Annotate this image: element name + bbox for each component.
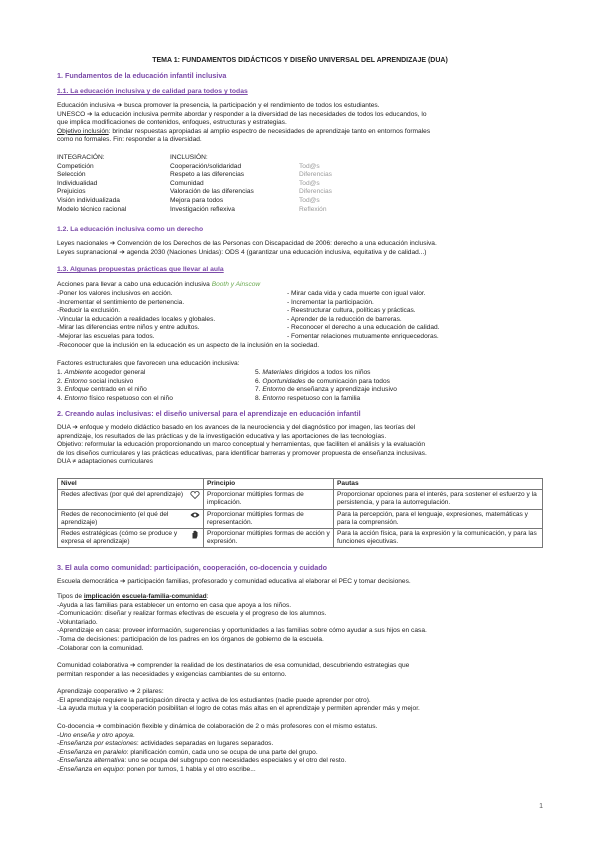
definition: : actividades separadas en lugares separados. <box>136 740 274 748</box>
page-title: TEMA 1: FUNDAMENTOS DIDÁCTICOS Y DISEÑO UNIVERSAL DEL APRENDIZAJE (DUA) <box>152 57 448 64</box>
paragraph-text: Tipos de <box>57 593 84 600</box>
paragraph: DUA ≠ adaptaciones curriculares <box>57 458 153 466</box>
section-2-body <box>57 424 543 467</box>
list-item: Diferencias <box>299 188 332 196</box>
section-1-heading: 1. Fundamentos de la educación infantil inclusiva <box>57 71 227 80</box>
laws-block <box>57 240 543 257</box>
paragraph: aprendizaje, los resultados de las prácticas y de la investigación educativa y las aportaciones de las tecnologías. <box>57 432 387 440</box>
list-item: Diferencias <box>299 171 332 179</box>
list-item: Investigación reflexiva <box>170 205 235 213</box>
section-2-heading: 2. Creando aulas inclusivas: el diseño universal para el aprendizaje en educación infantil <box>57 409 361 418</box>
list-item: - Mirar cada vida y cada muerte con igual valor. <box>287 290 426 297</box>
table-header-cell: Pautas <box>334 479 543 490</box>
paragraph: Leyes nacionales ➔ Convención de los Derechos de las Personas con Discapacidad de 2006: derecho a una educación inclusiva. <box>57 240 437 247</box>
involvement-types <box>57 593 543 653</box>
list-item: 6. Oportunidades de comunicación para todos <box>255 377 390 385</box>
list-item: -Toma de decisiones: participación de los padres en los órganos de gobierno de la escuela. <box>57 635 324 643</box>
list-item: -Comunicación: diseñar y realizar formas efectivas de escuela y el progreso de los alumnos. <box>57 610 327 618</box>
co-teaching <box>57 723 543 775</box>
involvement-label: implicación escuela-familia-comunidad <box>83 593 207 600</box>
dua-table <box>57 478 543 548</box>
list-item: -Ayuda a las familias para establecer un entorno en casa que apoya a los niños. <box>57 601 292 609</box>
definition: : ponen por turnos, 1 habla y el otro escribe... <box>123 765 256 773</box>
list-item: Cooperación/solidaridad <box>170 162 242 170</box>
paragraph <box>57 593 543 602</box>
list-item: -Voluntariado. <box>57 618 98 626</box>
table-header-cell: Principio <box>204 479 334 490</box>
list-item: Competición <box>57 162 94 170</box>
list-item: 3. Enfoque centrado en el niño <box>57 386 147 394</box>
table-cell: Proporcionar múltiples formas de acción y expresión. <box>204 529 334 548</box>
summary-column <box>299 163 332 215</box>
hand-icon <box>190 530 200 538</box>
cell-text: Redes afectivas (por qué del aprendizaje) <box>61 491 184 499</box>
factors-list <box>57 369 543 405</box>
list-item: - Aprender de la reducción de barreras. <box>287 315 402 323</box>
list-item: Tod@s <box>299 179 320 187</box>
list-item: Selección <box>57 171 86 179</box>
page-number: 1 <box>539 803 543 810</box>
paragraph: UNESCO ➔ la educación inclusiva permite abordar y responder a la diversidad de las necesidades de todos los educandos, lo <box>57 110 427 118</box>
list-item: 2. Entorno social inclusivo <box>57 377 134 385</box>
inclusion-column <box>170 154 254 214</box>
paragraph: Comunidad colaborativa ➔ comprender la realidad de los destinatarios de esa comunidad, descubriendo estrategias que <box>57 662 410 669</box>
list-item: - Reestructurar cultura, políticas y prácticas. <box>287 307 416 315</box>
cell-text: Redes de reconocimiento (el qué del aprendizaje) <box>61 510 169 526</box>
table-cell: Para la acción física, para la expresión y la comunicación, y para las funciones ejecutivas. <box>334 529 543 548</box>
paragraph: DUA ➔ enfoque y modelo didáctico basado en los avances de la neurociencia y del diagnóstico por imagen, las teorías del <box>57 424 416 431</box>
list-item: Visión individualizada <box>57 196 120 204</box>
term: Enseñanza en paralelo <box>59 748 127 756</box>
list-item: -La ayuda mutua y la cooperación posibilitan el logro de cotas más altas en el aprendizaje y permiten aprender más y mejor. <box>57 705 420 713</box>
table-cell: Para la percepción, para el lenguaje, expresiones, matemáticas y para la comprensión. <box>334 509 543 528</box>
table-row <box>58 509 543 528</box>
actions-left <box>57 290 215 342</box>
table-header-cell: Nivel <box>58 479 204 490</box>
paragraph-text: : brindar respuestas apropiadas al amplio espectro de necesidades de aprendizaje tanto en entornos formales <box>108 127 431 135</box>
list-item: Modelo técnico racional <box>57 205 127 213</box>
subsection-1-3-heading: 1.3. Algunas propuestas prácticas que llevar al aula <box>57 266 224 273</box>
paragraph: de los diseños curriculares y las prácticas educativas, para identificar barreras y promover propuesta de enseñanza inclusivas. <box>57 449 427 457</box>
table-row <box>58 529 543 548</box>
column-heading: INTEGRACIÓN: <box>57 154 105 161</box>
list-item: -Enseñanza por estaciones: actividades separadas en lugares separados. <box>57 740 274 748</box>
paragraph: que implica modificaciones de contenidos, enfoques, estructuras y estrategias. <box>57 119 287 127</box>
list-item: -Enseñanza alternativa: uno se ocupa del subgrupo con necesidades especiales y el otro del resto. <box>57 757 347 765</box>
list-item: -Poner los valores inclusivos en acción. <box>57 290 173 297</box>
table-cell: Proporcionar opciones para el interés, para sostener el esfuerzo y la persistencia, y para la autorregulación. <box>334 490 543 509</box>
author-reference: Booth y Ainscow <box>211 281 261 288</box>
table-header-row <box>58 479 543 490</box>
paragraph: Educación inclusiva ➔ busca promover la presencia, la participación y el rendimiento de todos los estudiantes. <box>57 102 380 109</box>
factors-right <box>255 369 397 403</box>
list-item: -El aprendizaje requiere la participación directa y activa de los estudiantes (nadie puede aprender por otro). <box>57 696 371 704</box>
list-item: Prejuicios <box>57 188 86 196</box>
section-3-heading: 3. El aula como comunidad: participación, cooperación, co-docencia y cuidado <box>57 563 327 572</box>
term: Enseñanza por estaciones <box>59 740 137 748</box>
list-item: -Incrementar el sentimiento de pertenencia. <box>57 298 185 306</box>
list-item: Tod@s <box>299 162 320 170</box>
paragraph: como no formales. Fin: responder a la diversidad. <box>57 136 202 144</box>
objective-label: Objetivo inclusión <box>57 127 109 135</box>
list-item: Tod@s <box>299 196 320 204</box>
cell-text: Redes estratégicas (cómo se produce y expresa el aprendizaje) <box>61 530 178 546</box>
paragraph-text: : <box>206 593 209 600</box>
table-cell <box>58 529 204 548</box>
column-heading: INCLUSIÓN: <box>170 154 208 161</box>
table-row <box>58 490 543 509</box>
list-item: Mejora para todos <box>170 196 224 204</box>
list-item: Individualidad <box>57 179 98 187</box>
list-item: - Reconocer el derecho a una educación de calidad. <box>287 324 440 332</box>
list-item: -Mirar las diferencias entre niños y entre adultos. <box>57 324 200 332</box>
table-cell: Proporcionar múltiples formas de representación. <box>204 509 334 528</box>
cooperative-learning <box>57 688 543 714</box>
term: Enseñanza alternativa <box>59 757 125 765</box>
democratic-school: Escuela democrática ➔ participación familias, profesorado y comunidad educativa al elaborar el PEC y tomar decisiones. <box>57 578 411 585</box>
list-item: -Enseñanza en paralelo: planificación común, cada uno se ocupa de una parte del grupo. <box>57 748 318 756</box>
term: Enseñanza en equipo <box>59 765 123 773</box>
definition: : planificación común, cada uno se ocupa de una parte del grupo. <box>126 748 318 756</box>
subsection-1-2-heading: 1.2. La educación inclusiva como un derecho <box>57 226 204 233</box>
integration-column <box>57 154 126 214</box>
list-item: -Aprendizaje en casa: proveer información, sugerencias y oportunidades a las familias sobre cómo ayudar a sus hijos en casa. <box>57 627 427 635</box>
subsection-1-1-heading: 1.1. La educación inclusiva y de calidad para todos y todas <box>57 88 248 95</box>
section-1-1-body <box>57 102 543 145</box>
list-item: Reflexión <box>299 205 327 213</box>
definition: . <box>132 731 135 739</box>
factors-left <box>57 369 173 403</box>
term: Uno enseña y otro apoya <box>59 731 133 739</box>
list-item: -Uno enseña y otro apoya. <box>57 731 135 739</box>
paragraph: Objetivo: reformular la educación proporcionando un marco conceptual y herramientas, que faciliten el análisis y la evaluación <box>57 441 425 449</box>
actions-list <box>57 290 543 342</box>
actions-last: -Reconocer que la inclusión en la educación es un aspecto de la inclusión en la sociedad. <box>57 342 320 349</box>
list-item: -Colaborar con la comunidad. <box>57 644 144 652</box>
integration-inclusion-columns <box>57 154 543 218</box>
table-cell: Proporcionar múltiples formas de implicación. <box>204 490 334 509</box>
list-item: Valoración de las diferencias <box>170 188 254 196</box>
paragraph: Leyes supranacional ➔ agenda 2030 (Naciones Unidas): ODS 4 (garantizar una educación inclusiva, equitativa y de calidad...) <box>57 248 427 256</box>
list-item: 1. Ambiente acogedor general <box>57 369 146 376</box>
collaborative-community <box>57 662 543 679</box>
table-cell <box>58 490 204 509</box>
definition: : uno se ocupa del subgrupo con necesidades especiales y el otro del resto. <box>124 757 347 765</box>
list-item: - Incrementar la participación. <box>287 298 374 306</box>
list-item: -Reducir la exclusión. <box>57 307 121 315</box>
eye-icon <box>190 511 200 519</box>
list-item: 4. Entorno físico respetuoso con el niño <box>57 394 173 402</box>
actions-intro <box>57 281 543 290</box>
list-item: 5. Materiales dirigidos a todos los niños <box>255 369 371 376</box>
table-cell <box>58 509 204 528</box>
list-item: -Mejorar las escuelas para todos. <box>57 332 155 340</box>
paragraph: permitan responder a las necesidades y exigencias cambiantes de su entorno. <box>57 670 287 678</box>
list-item: - Fomentar relaciones mutuamente enriquecedoras. <box>287 332 439 340</box>
paragraph: Aprendizaje cooperativo ➔ 2 pilares: <box>57 688 164 695</box>
list-item: -Vincular la educación a realidades locales y globales. <box>57 315 216 323</box>
list-item: 8. Entorno respetuoso con la familia <box>255 394 361 402</box>
list-item: -Enseñanza en equipo: ponen por turnos, 1 habla y el otro escribe... <box>57 765 256 773</box>
list-item: Respeto a las diferencias <box>170 171 245 179</box>
paragraph-text: Acciones para llevar a cabo una educación inclusiva <box>57 281 212 288</box>
paragraph <box>57 128 543 137</box>
paragraph: Co-docencia ➔ combinación flexible y dinámica de colaboración de 2 o más profesores con el mismo estatus. <box>57 723 378 730</box>
list-item: Comunidad <box>170 179 204 187</box>
factors-intro: Factores estructurales que favorecen una educación inclusiva: <box>57 360 240 367</box>
actions-right <box>287 290 440 342</box>
list-item: 7. Entorno de enseñanza y aprendizaje inclusivo <box>255 386 397 394</box>
heart-icon <box>190 491 200 499</box>
